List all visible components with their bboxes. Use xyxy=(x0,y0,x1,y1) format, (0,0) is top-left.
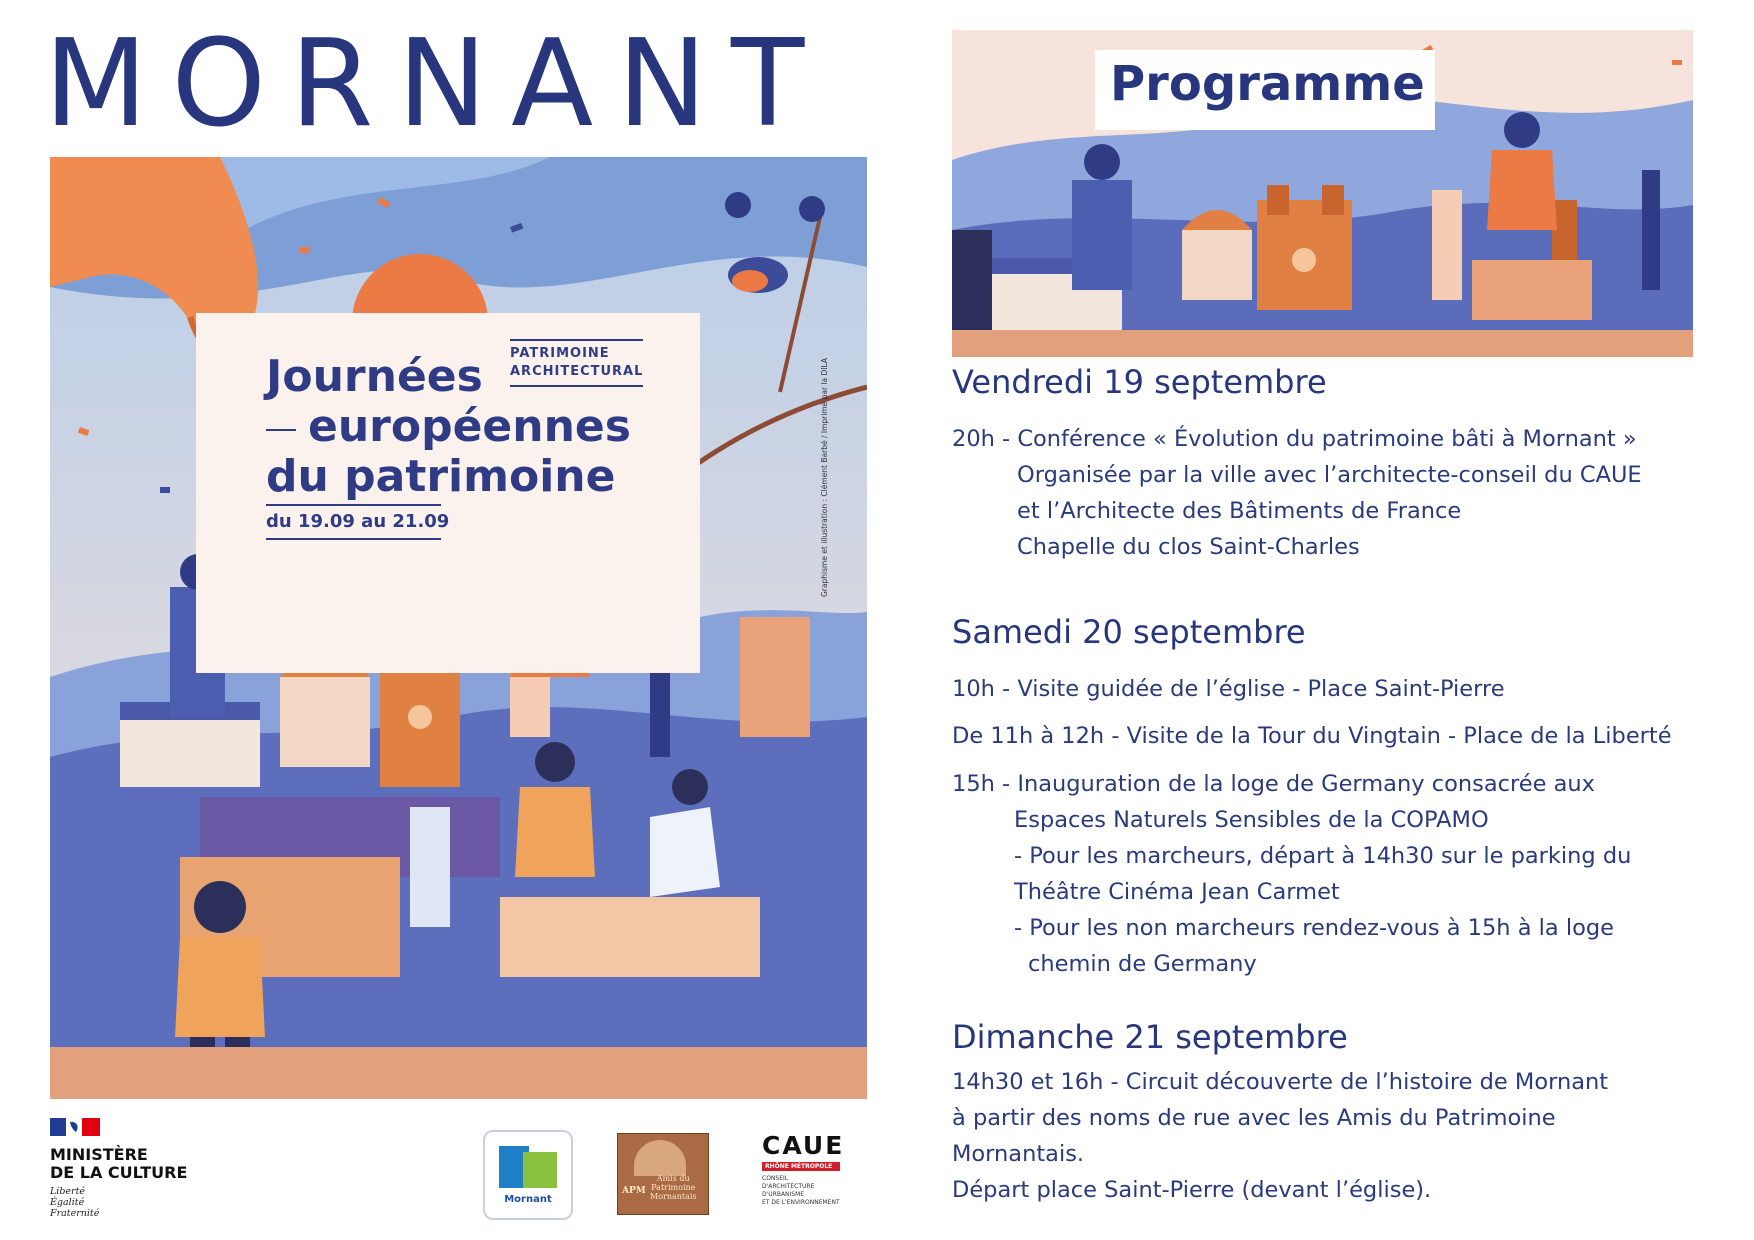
event-line: chemin de Germany xyxy=(1028,951,1257,977)
apm-text xyxy=(650,1174,697,1201)
poster-dash xyxy=(266,429,296,431)
marianne-flag-icon xyxy=(50,1118,100,1136)
poster-dates: du 19.09 au 21.09 xyxy=(266,511,450,532)
event-line: 14h30 et 16h - Circuit découverte de l’histoire de Mornant xyxy=(952,1069,1609,1095)
apm-line3: Mornantais xyxy=(650,1192,697,1201)
page-title: MORNANT xyxy=(44,15,829,154)
ministere-culture-logo xyxy=(50,1118,187,1219)
mornant-logo-green-shape xyxy=(523,1152,557,1188)
motto-liberte: Liberté xyxy=(50,1186,86,1197)
caue-desc2: D'ARCHITECTURE xyxy=(762,1183,815,1190)
poster-rule xyxy=(510,339,643,341)
poster-tagline-bottom: ARCHITECTURAL xyxy=(510,364,644,379)
event-line: Espaces Naturels Sensibles de la COPAMO xyxy=(1014,807,1489,833)
programme-label: Programme xyxy=(1110,56,1425,112)
apm-arch-icon xyxy=(634,1140,686,1176)
apm-line2: Patrimoine xyxy=(651,1183,696,1192)
event-line: à partir des noms de rue avec les Amis du Patrimoine xyxy=(952,1105,1556,1131)
day-title: Samedi 20 septembre xyxy=(952,613,1306,651)
motto-egalite: Égalité xyxy=(50,1197,85,1208)
poster-credit: Graphisme et illustration : Clément Barbé / Imprimé par la DILA xyxy=(820,358,829,597)
caue-name: CAUE xyxy=(762,1131,845,1160)
event-line: 15h - Inauguration de la loge de Germany consacrée aux xyxy=(952,771,1595,797)
apm-logo xyxy=(617,1133,709,1215)
apm-mark: APM xyxy=(622,1186,646,1196)
poster-illustration xyxy=(50,157,867,1099)
poster-title-line1: Journées xyxy=(266,351,483,402)
poster-title-line3: du patrimoine xyxy=(266,451,616,502)
event-line: Départ place Saint-Pierre (devant l’église). xyxy=(952,1177,1432,1203)
ministere-line1: MINISTÈRE xyxy=(50,1145,148,1164)
event-line: Mornantais. xyxy=(952,1141,1085,1167)
event-line: - Pour les marcheurs, départ à 14h30 sur le parking du xyxy=(1014,843,1632,869)
day-title: Dimanche 21 septembre xyxy=(952,1018,1348,1056)
event-line: 20h - Conférence « Évolution du patrimoine bâti à Mornant » xyxy=(952,426,1637,452)
day-title: Vendredi 19 septembre xyxy=(952,363,1327,401)
mornant-logo xyxy=(483,1130,573,1220)
poster-rule xyxy=(266,504,441,506)
poster-rule xyxy=(510,385,643,387)
event-line: - Pour les non marcheurs rendez-vous à 15h à la loge xyxy=(1014,915,1614,941)
caue-sub: RHÔNE MÉTROPOLE xyxy=(762,1162,840,1171)
event-line: Théâtre Cinéma Jean Carmet xyxy=(1014,879,1340,905)
caue-desc3: D'URBANISME xyxy=(762,1191,805,1198)
poster-rule xyxy=(266,538,441,540)
caue-logo xyxy=(762,1131,845,1207)
ministere-line2: DE LA CULTURE xyxy=(50,1163,188,1182)
mornant-logo-text: Mornant xyxy=(504,1194,552,1205)
event-line: 10h - Visite guidée de l’église - Place Saint-Pierre xyxy=(952,676,1505,702)
motto-fraternite: Fraternité xyxy=(50,1208,100,1219)
caue-desc xyxy=(762,1175,842,1207)
poster-tagline-top: PATRIMOINE xyxy=(510,346,610,361)
event-line: De 11h à 12h - Visite de la Tour du Vingtain - Place de la Liberté xyxy=(952,723,1672,749)
apm-line1: Amis du xyxy=(656,1174,690,1183)
caue-desc1: CONSEIL xyxy=(762,1175,789,1182)
event-line: Organisée par la ville avec l’architecte-conseil du CAUE xyxy=(1017,462,1642,488)
event-line: et l’Architecte des Bâtiments de France xyxy=(1017,498,1462,524)
event-line: Chapelle du clos Saint-Charles xyxy=(1017,534,1360,560)
caue-desc4: ET DE L'ENVIRONNEMENT xyxy=(762,1199,840,1206)
poster-title-line2: européennes xyxy=(308,401,631,452)
